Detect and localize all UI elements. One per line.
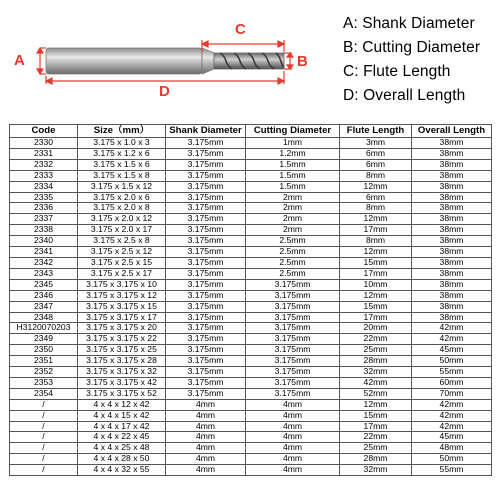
cell-size: 3.175 x 2.5 x 15 (78, 257, 166, 268)
cell-cutting-diameter: 4mm (246, 399, 340, 410)
table-row (10, 257, 492, 268)
cell-cutting-diameter: 3.175mm (246, 323, 340, 334)
cell-cutting-diameter: 4mm (246, 421, 340, 432)
legend-cutting-diameter: B: Cutting Diameter (343, 39, 481, 56)
cell-overall-length: 38mm (412, 312, 492, 323)
cell-code: / (10, 443, 78, 454)
cell-size: 3.175 x 2.0 x 8 (78, 203, 166, 214)
cell-overall-length: 55mm (412, 465, 492, 476)
table-row (10, 247, 492, 258)
cell-overall-length: 60mm (412, 377, 492, 388)
cell-cutting-diameter: 4mm (246, 410, 340, 421)
cell-cutting-diameter: 3.175mm (246, 301, 340, 312)
cell-flute-length: 6mm (340, 148, 412, 159)
dimension-label-c: C (235, 21, 246, 38)
cell-cutting-diameter: 4mm (246, 454, 340, 465)
cell-code: 2342 (10, 257, 78, 268)
cell-code: / (10, 410, 78, 421)
cell-cutting-diameter: 3.175mm (246, 356, 340, 367)
header-overall-length: Overall Length (412, 125, 492, 138)
cell-overall-length: 38mm (412, 192, 492, 203)
cell-size: 3.175 x 3.175 x 17 (78, 312, 166, 323)
header-shank-diameter: Shank Diameter (166, 125, 246, 138)
cell-size: 3.175 x 3.175 x 28 (78, 356, 166, 367)
cell-cutting-diameter: 3.175mm (246, 367, 340, 378)
table-header-row (10, 125, 492, 138)
cell-code: 2348 (10, 312, 78, 323)
cell-size: 3.175 x 2.5 x 8 (78, 236, 166, 247)
cell-overall-length: 50mm (412, 454, 492, 465)
cell-overall-length: 38mm (412, 257, 492, 268)
cell-cutting-diameter: 2.5mm (246, 236, 340, 247)
cell-cutting-diameter: 3.175mm (246, 290, 340, 301)
legend-flute-length: C: Flute Length (343, 63, 451, 80)
cell-overall-length: 42mm (412, 334, 492, 345)
cell-shank-diameter: 3.175mm (166, 345, 246, 356)
cell-flute-length: 8mm (340, 203, 412, 214)
table-row (10, 290, 492, 301)
cell-cutting-diameter: 4mm (246, 432, 340, 443)
cell-code: 2341 (10, 247, 78, 258)
cell-size: 3.175 x 3.175 x 22 (78, 334, 166, 345)
cell-flute-length: 28mm (340, 454, 412, 465)
cell-overall-length: 38mm (412, 301, 492, 312)
cell-flute-length: 25mm (340, 443, 412, 454)
cell-flute-length: 17mm (340, 268, 412, 279)
cell-code: 2335 (10, 192, 78, 203)
cell-flute-length: 22mm (340, 432, 412, 443)
cell-code: 2340 (10, 236, 78, 247)
cell-overall-length: 42mm (412, 323, 492, 334)
cell-flute-length: 3mm (340, 138, 412, 149)
table-row (10, 268, 492, 279)
cell-cutting-diameter: 2.5mm (246, 247, 340, 258)
cell-overall-length: 55mm (412, 367, 492, 378)
cell-flute-length: 32mm (340, 465, 412, 476)
table-row (10, 170, 492, 181)
cell-shank-diameter: 3.175mm (166, 148, 246, 159)
dimension-label-b: B (297, 53, 308, 70)
table-row (10, 334, 492, 345)
cell-shank-diameter: 3.175mm (166, 159, 246, 170)
dimension-a (37, 48, 46, 74)
cell-shank-diameter: 4mm (166, 399, 246, 410)
cell-overall-length: 38mm (412, 159, 492, 170)
cell-size: 3.175 x 1.5 x 6 (78, 159, 166, 170)
cell-flute-length: 8mm (340, 236, 412, 247)
cell-flute-length: 17mm (340, 421, 412, 432)
cell-shank-diameter: 3.175mm (166, 268, 246, 279)
cell-size: 3.175 x 3.175 x 25 (78, 345, 166, 356)
cell-flute-length: 8mm (340, 170, 412, 181)
cell-flute-length: 20mm (340, 323, 412, 334)
cell-overall-length: 42mm (412, 410, 492, 421)
cell-shank-diameter: 4mm (166, 421, 246, 432)
cell-shank-diameter: 3.175mm (166, 290, 246, 301)
cell-shank-diameter: 3.175mm (166, 356, 246, 367)
cell-shank-diameter: 3.175mm (166, 192, 246, 203)
cell-code: 2332 (10, 159, 78, 170)
cell-code: 2337 (10, 214, 78, 225)
cell-cutting-diameter: 1mm (246, 138, 340, 149)
cell-size: 3.175 x 3.175 x 12 (78, 290, 166, 301)
cell-cutting-diameter: 1.5mm (246, 181, 340, 192)
cell-cutting-diameter: 4mm (246, 443, 340, 454)
cell-code: 2346 (10, 290, 78, 301)
cell-cutting-diameter: 2mm (246, 214, 340, 225)
cell-size: 3.175 x 1.5 x 8 (78, 170, 166, 181)
cell-size: 3.175 x 2.0 x 12 (78, 214, 166, 225)
cell-flute-length: 12mm (340, 290, 412, 301)
cell-code: 2347 (10, 301, 78, 312)
cell-size: 4 x 4 x 15 x 42 (78, 410, 166, 421)
cell-code: 2350 (10, 345, 78, 356)
cell-code: / (10, 432, 78, 443)
cell-cutting-diameter: 2.5mm (246, 257, 340, 268)
cell-overall-length: 70mm (412, 388, 492, 399)
cell-code: / (10, 454, 78, 465)
cell-code: / (10, 465, 78, 476)
cell-code: 2338 (10, 225, 78, 236)
cell-cutting-diameter: 4mm (246, 465, 340, 476)
cell-code: 2334 (10, 181, 78, 192)
cell-flute-length: 25mm (340, 345, 412, 356)
cell-shank-diameter: 3.175mm (166, 279, 246, 290)
cell-flute-length: 32mm (340, 367, 412, 378)
cell-shank-diameter: 3.175mm (166, 170, 246, 181)
table-row (10, 388, 492, 399)
header-flute-length: Flute Length (340, 125, 412, 138)
cell-shank-diameter: 3.175mm (166, 301, 246, 312)
header-code: Code (10, 125, 78, 138)
table-row (10, 138, 492, 149)
cell-shank-diameter: 3.175mm (166, 367, 246, 378)
table-row (10, 148, 492, 159)
table-row (10, 356, 492, 367)
cell-overall-length: 38mm (412, 181, 492, 192)
table-row (10, 432, 492, 443)
cell-code: 2349 (10, 334, 78, 345)
cell-overall-length: 38mm (412, 279, 492, 290)
cell-cutting-diameter: 1.2mm (246, 148, 340, 159)
cell-size: 3.175 x 2.5 x 17 (78, 268, 166, 279)
cell-overall-length: 38mm (412, 148, 492, 159)
cell-cutting-diameter: 2.5mm (246, 268, 340, 279)
cell-overall-length: 38mm (412, 203, 492, 214)
end-mill-tool (46, 48, 284, 74)
table-row (10, 203, 492, 214)
cell-flute-length: 15mm (340, 410, 412, 421)
cell-cutting-diameter: 3.175mm (246, 279, 340, 290)
cell-overall-length: 38mm (412, 290, 492, 301)
cell-cutting-diameter: 2mm (246, 192, 340, 203)
table-row (10, 454, 492, 465)
cell-shank-diameter: 3.175mm (166, 214, 246, 225)
cell-overall-length: 38mm (412, 268, 492, 279)
tool-flute (214, 53, 284, 69)
cell-cutting-diameter: 3.175mm (246, 388, 340, 399)
cell-cutting-diameter: 3.175mm (246, 334, 340, 345)
cell-size: 3.175 x 3.175 x 15 (78, 301, 166, 312)
tool-shank (46, 48, 202, 74)
table-row (10, 279, 492, 290)
cell-size: 3.175 x 2.0 x 6 (78, 192, 166, 203)
cell-flute-length: 10mm (340, 279, 412, 290)
cell-overall-length: 38mm (412, 214, 492, 225)
cell-size: 3.175 x 3.175 x 20 (78, 323, 166, 334)
tool-taper (202, 48, 214, 74)
cell-cutting-diameter: 1.5mm (246, 159, 340, 170)
cell-shank-diameter: 3.175mm (166, 203, 246, 214)
table-row (10, 159, 492, 170)
cell-size: 3.175 x 3.175 x 10 (78, 279, 166, 290)
cell-overall-length: 38mm (412, 170, 492, 181)
table-row (10, 421, 492, 432)
cell-flute-length: 22mm (340, 334, 412, 345)
cell-flute-length: 42mm (340, 377, 412, 388)
cell-size: 3.175 x 1.0 x 3 (78, 138, 166, 149)
table-row (10, 323, 492, 334)
cell-code: 2331 (10, 148, 78, 159)
table-row (10, 367, 492, 378)
dimension-label-d: D (159, 83, 170, 100)
cell-cutting-diameter: 2mm (246, 203, 340, 214)
cell-flute-length: 12mm (340, 247, 412, 258)
table-row (10, 345, 492, 356)
cell-flute-length: 17mm (340, 312, 412, 323)
cell-size: 3.175 x 3.175 x 52 (78, 388, 166, 399)
cell-shank-diameter: 4mm (166, 454, 246, 465)
cell-code: 2345 (10, 279, 78, 290)
cell-overall-length: 38mm (412, 225, 492, 236)
cell-size: 3.175 x 2.0 x 17 (78, 225, 166, 236)
cell-size: 3.175 x 3.175 x 32 (78, 367, 166, 378)
table-row (10, 181, 492, 192)
cell-overall-length: 42mm (412, 421, 492, 432)
cell-size: 3.175 x 1.2 x 6 (78, 148, 166, 159)
header-size: Size（mm） (78, 125, 166, 138)
cell-overall-length: 38mm (412, 236, 492, 247)
cell-shank-diameter: 3.175mm (166, 236, 246, 247)
dimension-label-a: A (14, 52, 25, 69)
legend-overall-length: D: Overall Length (343, 87, 466, 104)
table-row (10, 301, 492, 312)
cell-shank-diameter: 3.175mm (166, 247, 246, 258)
cell-flute-length: 17mm (340, 225, 412, 236)
cell-shank-diameter: 3.175mm (166, 334, 246, 345)
specification-table (9, 124, 492, 476)
cell-size: 4 x 4 x 25 x 48 (78, 443, 166, 454)
legend-shank-diameter: A: Shank Diameter (343, 15, 475, 32)
cell-flute-length: 15mm (340, 301, 412, 312)
cell-shank-diameter: 3.175mm (166, 377, 246, 388)
cell-code: H3120070203 (10, 323, 78, 334)
table-row (10, 443, 492, 454)
cell-code: 2353 (10, 377, 78, 388)
cell-size: 3.175 x 3.175 x 42 (78, 377, 166, 388)
cell-cutting-diameter: 2mm (246, 225, 340, 236)
header-cutting-diameter: Cutting Diameter (246, 125, 340, 138)
cell-flute-length: 12mm (340, 181, 412, 192)
dimension-c (202, 40, 284, 52)
cell-cutting-diameter: 3.175mm (246, 377, 340, 388)
table-row (10, 225, 492, 236)
cell-shank-diameter: 4mm (166, 443, 246, 454)
cell-code: 2336 (10, 203, 78, 214)
cell-shank-diameter: 3.175mm (166, 225, 246, 236)
cell-size: 4 x 4 x 12 x 42 (78, 399, 166, 410)
cell-cutting-diameter: 1.5mm (246, 170, 340, 181)
cell-shank-diameter: 3.175mm (166, 323, 246, 334)
cell-flute-length: 6mm (340, 159, 412, 170)
cell-overall-length: 48mm (412, 443, 492, 454)
table-row (10, 465, 492, 476)
cell-size: 3.175 x 1.5 x 12 (78, 181, 166, 192)
cell-shank-diameter: 3.175mm (166, 138, 246, 149)
cell-code: 2352 (10, 367, 78, 378)
cell-cutting-diameter: 3.175mm (246, 345, 340, 356)
cell-size: 3.175 x 2.5 x 12 (78, 247, 166, 258)
cell-overall-length: 45mm (412, 432, 492, 443)
cell-size: 4 x 4 x 22 x 45 (78, 432, 166, 443)
cell-flute-length: 15mm (340, 257, 412, 268)
cell-shank-diameter: 3.175mm (166, 181, 246, 192)
cell-overall-length: 42mm (412, 399, 492, 410)
table-row (10, 192, 492, 203)
cell-flute-length: 28mm (340, 356, 412, 367)
dimension-b (284, 53, 293, 69)
cell-size: 4 x 4 x 28 x 50 (78, 454, 166, 465)
cell-overall-length: 50mm (412, 356, 492, 367)
table-row (10, 236, 492, 247)
table-row (10, 410, 492, 421)
cell-code: 2351 (10, 356, 78, 367)
cell-flute-length: 52mm (340, 388, 412, 399)
cell-overall-length: 38mm (412, 138, 492, 149)
cell-code: 2354 (10, 388, 78, 399)
cell-overall-length: 45mm (412, 345, 492, 356)
cell-shank-diameter: 4mm (166, 432, 246, 443)
cell-flute-length: 6mm (340, 192, 412, 203)
cell-shank-diameter: 4mm (166, 410, 246, 421)
cell-code: 2330 (10, 138, 78, 149)
cell-size: 4 x 4 x 17 x 42 (78, 421, 166, 432)
table-row (10, 214, 492, 225)
table-row (10, 377, 492, 388)
cell-cutting-diameter: 3.175mm (246, 312, 340, 323)
cell-code: 2333 (10, 170, 78, 181)
cell-shank-diameter: 3.175mm (166, 388, 246, 399)
cell-code: / (10, 399, 78, 410)
cell-shank-diameter: 3.175mm (166, 257, 246, 268)
table-row (10, 312, 492, 323)
cell-size: 4 x 4 x 32 x 55 (78, 465, 166, 476)
cell-code: / (10, 421, 78, 432)
cell-flute-length: 12mm (340, 399, 412, 410)
table-body (10, 138, 492, 476)
cell-flute-length: 12mm (340, 214, 412, 225)
dimension-legend (343, 14, 498, 106)
cell-shank-diameter: 3.175mm (166, 312, 246, 323)
cell-shank-diameter: 4mm (166, 465, 246, 476)
table-row (10, 399, 492, 410)
cell-code: 2343 (10, 268, 78, 279)
cell-overall-length: 38mm (412, 247, 492, 258)
